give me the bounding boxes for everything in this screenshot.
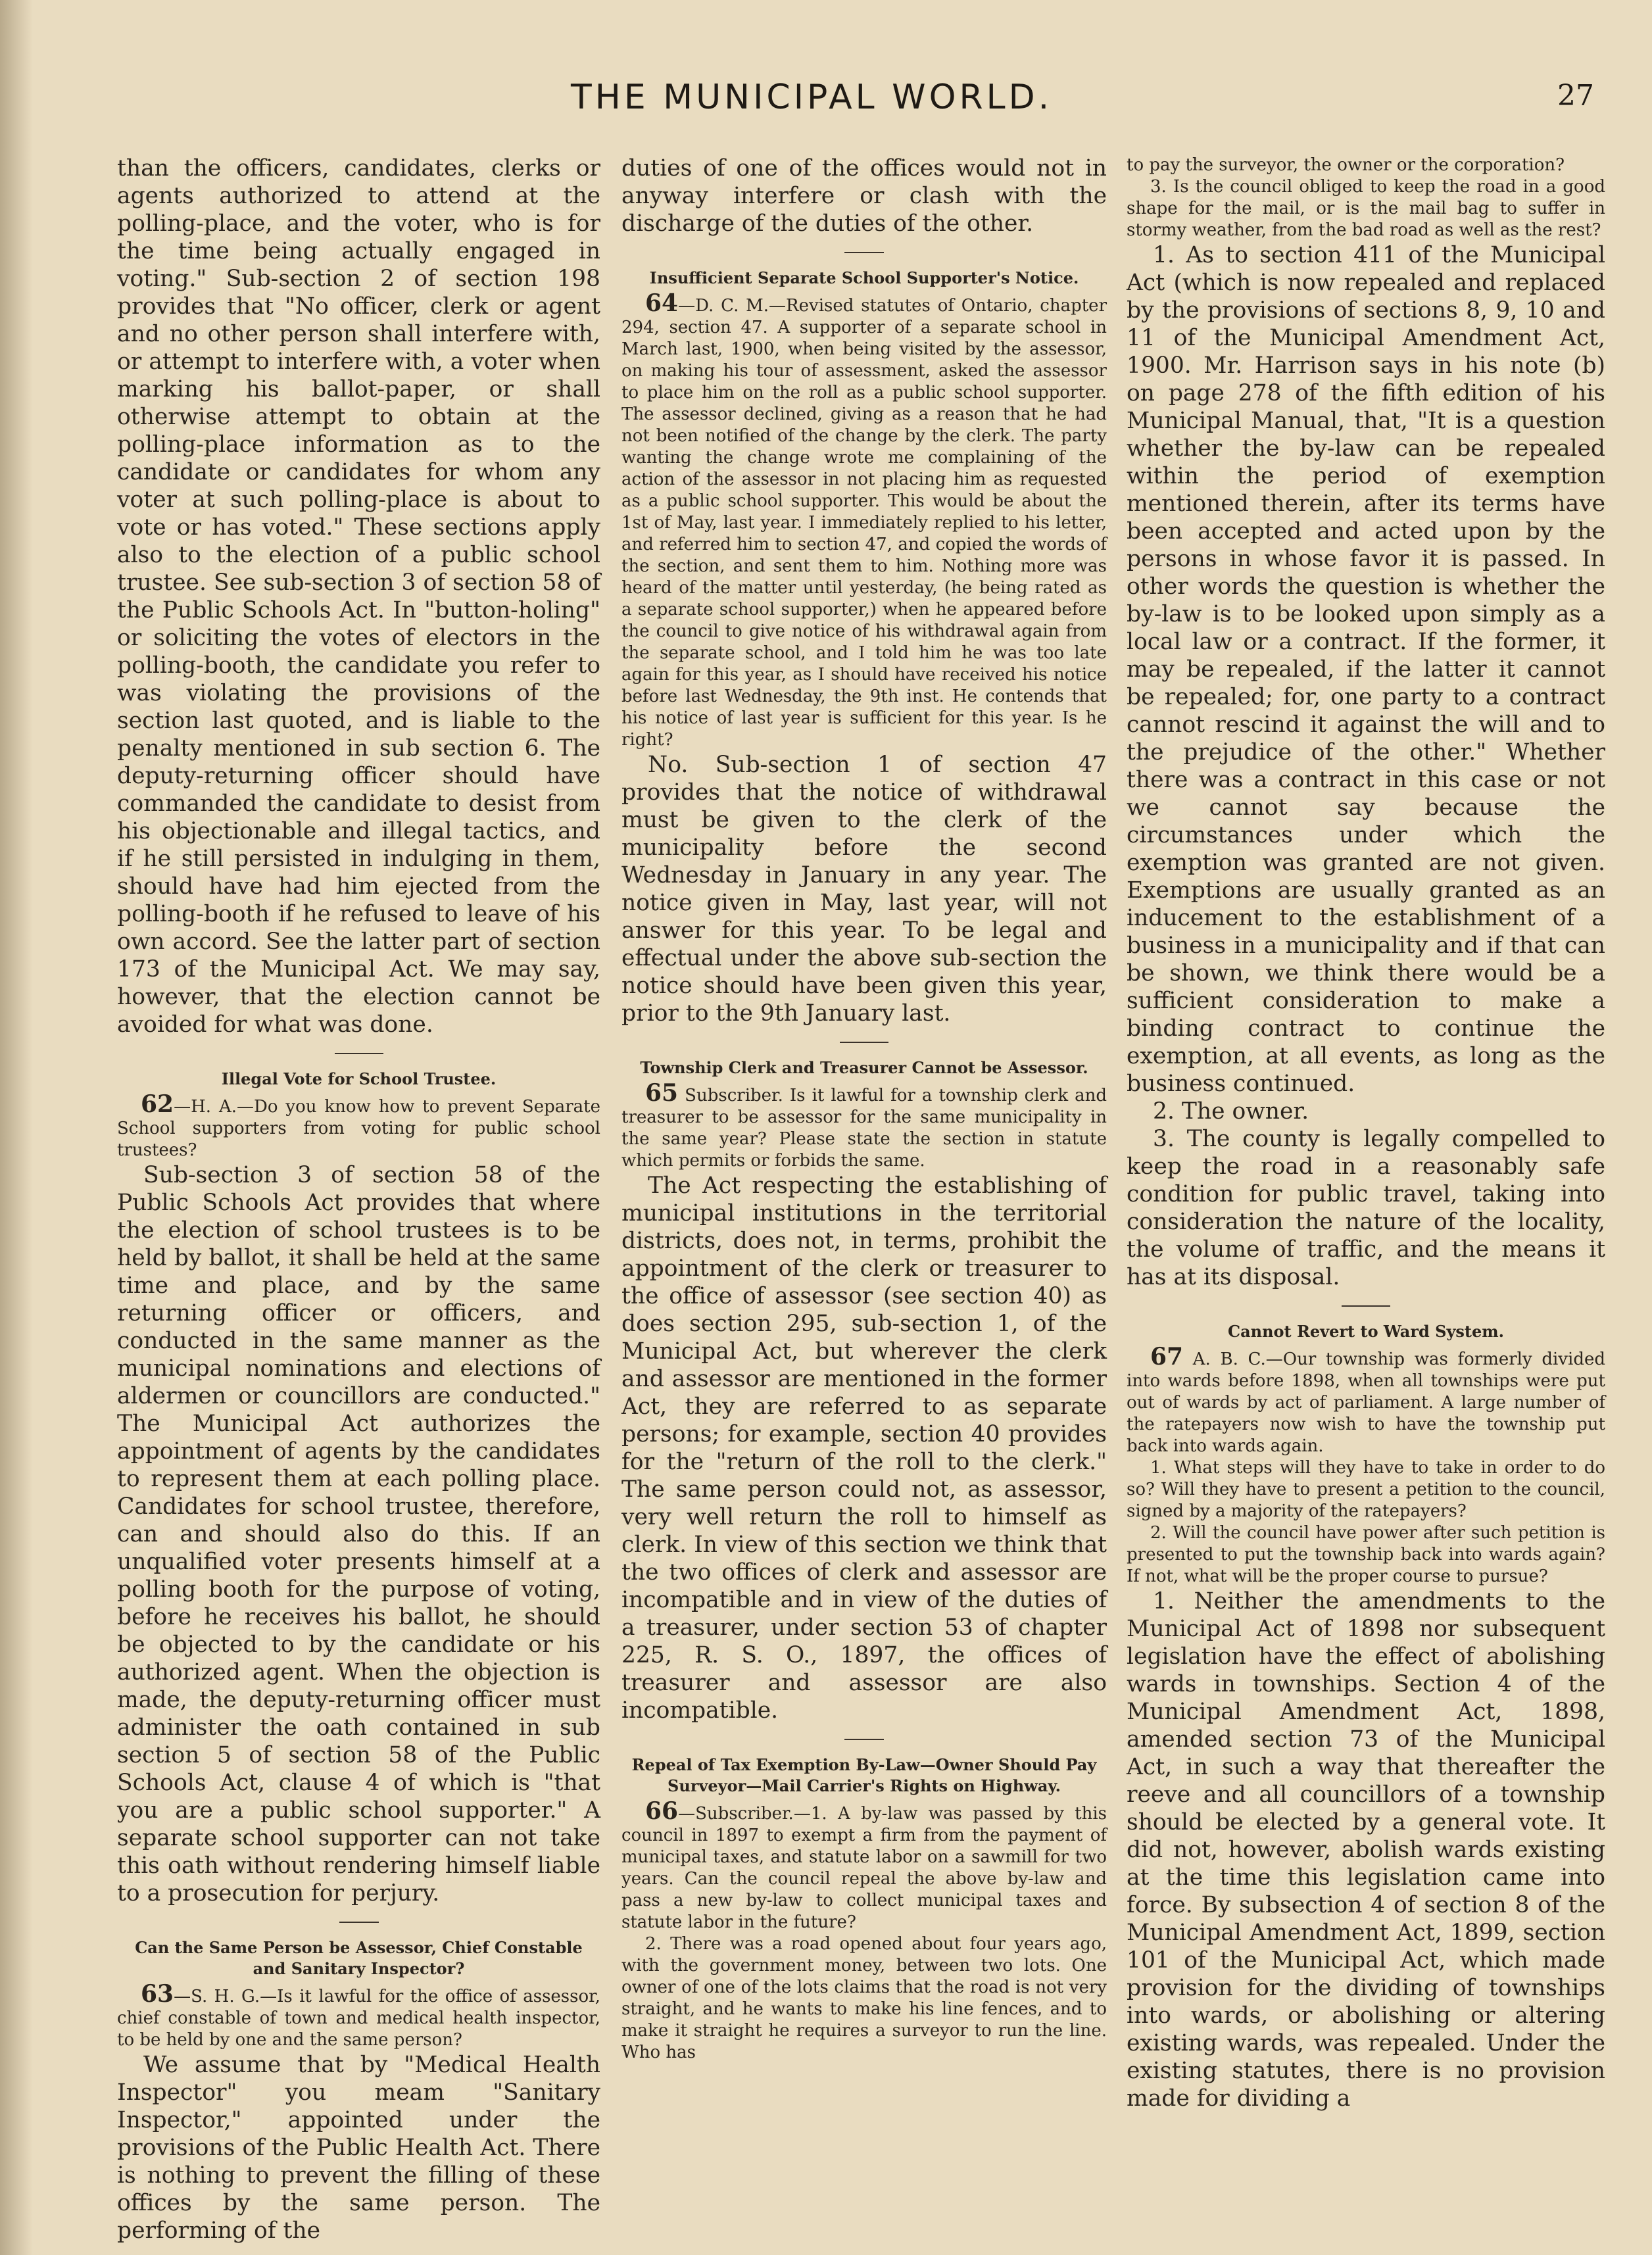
question-67-part-3: 2. Will the council have power after such petition is presented to put the township back into wards again? If not, what will be the proper course to pursue? — [1127, 1523, 1605, 1586]
question-67-heading: Cannot Revert to Ward System. — [1227, 1322, 1505, 1341]
answer-66-part-3: 3. The county is legally compelled to keep the road in a reasonably safe condition for public travel, taking into consideration the nature of the locality, the volume of traffic, and the means it has at its disposal. — [1127, 1126, 1605, 1290]
publication-title: THE MUNICIPAL WORLD. — [571, 78, 1053, 117]
continued-answer-paragraph: than the officers, candidates, clerks or agents authorized to attend at the polling-place, and the voter, who is for the time being actually engaged in voting." Sub-section 2 of section 198 provides that "No officer, clerk or agent and no other person shall interfere with, or attempt to interfere with, a voter when marking his ballot-paper, or shall otherwise attempt to obtain at the polling-place information as to the candidate or candidates for whom any voter at such polling-place is about to vote or has voted." These sections apply also to the election of a public school trustee. See sub-section 3 of section 58 of the Public Schools Act. In "button-holing" or soliciting the votes of electors in the polling-booth, the candidate you refer to was violating the provisions of the section last quoted, and is liable to the penalty mentioned in sub section 6. The deputy-returning officer should have commanded the candidate to desist from his objectionable and illegal tactics, and if he still persisted in indulging in them, should have had him ejected from the polling-booth if he refused to leave of his own accord. See the latter part of section 173 of the Municipal Act. We may say, however, that the election cannot be avoided for what was done. — [117, 155, 600, 1038]
answer-67: 1. Neither the amendments to the Municipal Act of 1898 nor subsequent legislation have the effect of abolishing wards in townships. Section 4 of the Municipal Amendment Act, 1898, amended section 73 of the Municipal Act, in such a way that thereafter the reeve and all councillors of a township should be elected by a general vote. It did not, however, abolish wards existing at the time this legislation came into force. By subsection 4 of section 8 of the Municipal Amendment Act, 1899, section 101 of the Municipal Act, which made provision for the dividing of townships into wards, or abolishing or altering existing wards, was repealed. Under the existing statutes, there is no provision made for dividing a — [1127, 1588, 1605, 2112]
answer-64: No. Sub-section 1 of section 47 provides that the notice of withdrawal must be given to the clerk of the municipality before the second Wednesday in January in any year. The notice given in May, last year, will not answer for this year. To be legal and effectual under the above sub-section the notice should have been given this year, prior to the 9th January last. — [621, 752, 1107, 1027]
question-66-text: —Subscriber.—1. A by-law was passed by this council in 1897 to exempt a firm from the payment of municipal taxes, and statute labor on a sawmill for two years. Can the council repeal the above by-law and pass a new by-law to collect municipal taxes and statute labor in the future? — [621, 1804, 1107, 1932]
question-67-number: 67 — [1150, 1343, 1184, 1370]
question-67-text: A. B. C.—Our township was formerly divided into wards before 1898, when all townships were put out of wards by act of parliament. A large number of the ratepayers now wish to have the township put back into wards again. — [1127, 1349, 1605, 1456]
answer-62: Sub-section 3 of section 58 of the Public Schools Act provides that where the election of school trustees is to be held by ballot, it shall be held at the same time and place, and by the same returning officer or officers, and conducted in the same manner as the municipal nominations and elections of aldermen or councillors are conducted." The Municipal Act authorizes the appointment of agents by the candidates to represent them at each polling place. Candidates for school trustee, therefore, can and should also do this. If an unqualified voter presents himself at a polling booth for the purpose of voting, before he receives his ballot, he should be objected to by the candidate or his authorized agent. When the objection is made, the deputy-returning officer must administer the oath contained in sub section 5 of section 58 of the Public Schools Act, clause 4 of which is "that you are a public school supporter." A separate school supporter can not take this oath without rendering himself liable to a prosecution for perjury. — [117, 1162, 600, 1906]
column-right — [1127, 155, 1605, 2226]
question-64-text: —D. C. M.—Revised statutes of Ontario, chapter 294, section 47. A supporter of a separate school in March last, 1900, when being visited by the assessor, on making his tour of assessment, asked the assessor to place him on the roll as a public school supporter. The assessor declined, giving as a reason that he had not been notified of the change by the clerk. The party wanting the change wrote me complaining of the action of the assessor in not placing him as requested as a public school supporter. This would be about the 1st of May, last year. I immediately replied to his letter, and referred him to section 47, and copied the words of the section, and sent them to him. Nothing more was heard of the matter until yesterday, (he being rated as a separate school supporter,) when he appeared before the council to give notice of his withdrawal again from the separate school, and I told him he was too late again for this year, as I should have received his notice before last Wednesday, the 9th inst. He contends that his notice of last year is sufficient for this year. Is he right? — [621, 296, 1107, 750]
question-63 — [117, 1980, 600, 2051]
question-66-part-3: 3. Is the council obliged to keep the road in a good shape for the mail, or is the mail bag to suffer in stormy weather, from the bad road as well as the rest? — [1127, 177, 1605, 240]
question-65 — [621, 1079, 1107, 1172]
column-left — [117, 155, 600, 2244]
question-67-part-1 — [1127, 1343, 1605, 1457]
section-divider — [1342, 1305, 1390, 1307]
question-66-continued: to pay the surveyor, the owner or the corporation? — [1127, 155, 1565, 175]
answer-65: The Act respecting the establishing of municipal institutions in the territorial districts, does not, in terms, prohibit the appointment of the clerk or treasurer to the office of assessor (see section 40) as does section 295, sub-section 1, of the Municipal Act, but wherever the clerk and assessor are mentioned in the former Act, they are referred to as separate persons; for example, section 40 provides for the "return of the roll to the clerk." The same person could not, as assessor, very well return the roll to himself as clerk. In view of this section we think that the two offices of clerk and assessor are incompatible and in view of the duties of a treasurer, under section 53 of chapter 225, R. S. O., 1897, the offices of treasurer and assessor are also incompatible. — [621, 1173, 1107, 1724]
question-62-number: 62 — [141, 1090, 174, 1118]
question-62-heading: Illegal Vote for School Trustee. — [221, 1069, 497, 1088]
question-65-number: 65 — [645, 1079, 679, 1107]
question-66-number: 66 — [645, 1797, 679, 1825]
answer-66-part-1: 1. As to section 411 of the Municipal Act (which is now repealed and replaced by the provisions of sections 8, 9, 10 and 11 of the Municipal Amendment Act, 1900. Mr. Harrison says in his note (b) on page 278 of the fifth edition of his Municipal Manual, that, "It is a question whether the by-law can be repealed within the period of exemption mentioned therein, after its terms have been accepted and acted upon by the persons in whose favor it is passed. In other words the question is whether the by-law is to be looked upon simply as a local law or a contract. If the former, it may be repealed, if the latter it cannot be repealed; for, one party to a contract cannot rescind it against the will and to the prejudice of the other." Whether there was a contract in this case or not we cannot say because the circumstances under which the exemption was granted are not given. Exemptions are usually granted as an inducement to the establishment of a business in a municipality and if that can be shown, we think there would be a sufficient consideration to make a binding contract to continue the exemption, at all events, as long as the business continued. — [1127, 242, 1605, 1097]
question-66-heading: Repeal of Tax Exemption By-Law—Owner Should Pay Surveyor—Mail Carrier's Rights on Highway. — [631, 1755, 1097, 1795]
section-divider — [844, 252, 884, 253]
question-66-part-1 — [621, 1797, 1107, 1933]
question-64-heading: Insufficient Separate School Supporter's Notice. — [649, 268, 1079, 287]
question-65-text: Subscriber. Is it lawful for a township clerk and treasurer to be assessor for the same municipality in the same year? Please state the section in statute which permits or forbids the same. — [621, 1086, 1107, 1171]
section-divider — [339, 1922, 379, 1923]
question-66-part-2: 2. There was a road opened about four years ago, with the government money, between two lots. One owner of one of the lots claims that the road is not very straight, and he wants to make his line fences, and to make it straight he requires a surveyor to run the line. Who has — [621, 1934, 1107, 2062]
page-number: 27 — [1557, 79, 1594, 112]
section-divider — [335, 1053, 383, 1054]
question-64-number: 64 — [645, 289, 679, 317]
column-middle — [621, 155, 1107, 2226]
page-header — [0, 78, 1652, 130]
section-divider — [840, 1042, 888, 1043]
question-63-number: 63 — [141, 1980, 174, 2008]
question-67-part-2: 1. What steps will they have to take in order to do so? Will they have to present a petition to the council, signed by a majority of the ratepayers? — [1127, 1458, 1605, 1521]
question-63-heading: Can the Same Person be Assessor, Chief Constable and Sanitary Inspector? — [135, 1938, 583, 1978]
answer-66-part-2: 2. The owner. — [1153, 1098, 1309, 1125]
question-63-text: —S. H. G.—Is it lawful for the office of assessor, chief constable of town and medical health inspector, to be held by one and the same person? — [117, 1987, 600, 2050]
section-divider — [844, 1739, 884, 1740]
page-edge-shadow — [0, 0, 33, 2255]
question-64 — [621, 289, 1107, 751]
continued-answer-paragraph: duties of one of the offices would not in anyway interfere or clash with the discharge of the duties of the other. — [621, 155, 1107, 237]
question-62 — [117, 1090, 600, 1161]
question-65-heading: Township Clerk and Treasurer Cannot be Assessor. — [640, 1058, 1088, 1077]
answer-63: We assume that by "Medical Health Inspector" you meam "Sanitary Inspector," appointed under the provisions of the Public Health Act. There is nothing to prevent the filling of these offices by the same person. The performing of the — [117, 2052, 600, 2244]
question-62-text: —H. A.—Do you know how to prevent Separate School supporters from voting for public school trustees? — [117, 1097, 600, 1160]
